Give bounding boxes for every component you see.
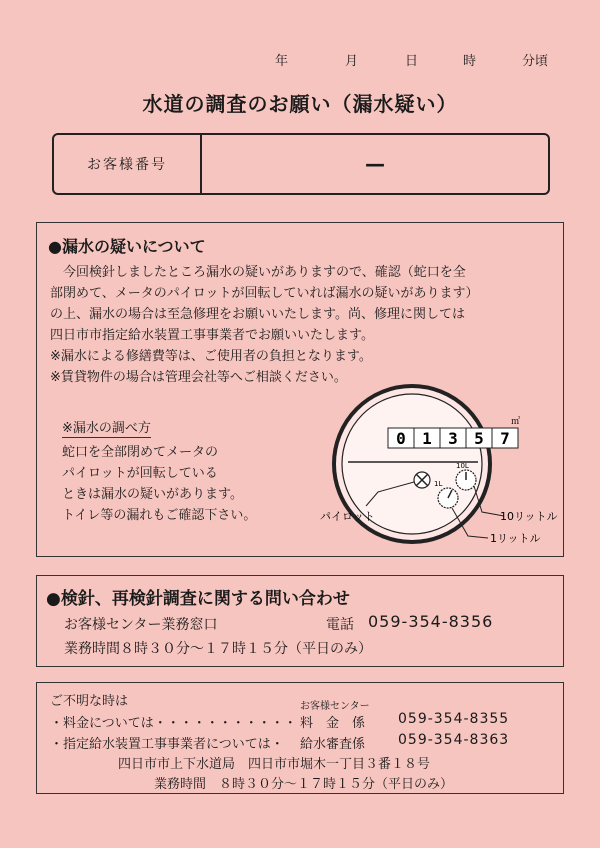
inquiry-hours: 業務時間８時３０分～１７時１５分（平日のみ） bbox=[64, 641, 372, 657]
dial-big-label: 10L bbox=[456, 462, 469, 470]
meter-digit: 7 bbox=[500, 429, 510, 448]
howto-line: パイロットが回転している bbox=[62, 466, 218, 481]
leak-line: の上、漏水の場合は至急修理をお願いいたします。尚、修理に関しては bbox=[50, 307, 465, 322]
leak-line: ※賃貸物件の場合は管理会社等へご相談ください。 bbox=[50, 370, 347, 385]
contact-row-phone: 059-354-8363 bbox=[398, 732, 510, 748]
leak-line: 部閉めて、メータのパイロットが回転していれば漏水の疑いがあります） bbox=[50, 286, 479, 301]
howto-paragraph bbox=[62, 442, 256, 526]
one-liter-dial-icon bbox=[438, 488, 458, 508]
leak-paragraph bbox=[50, 262, 478, 388]
leak-line: ※漏水による修繕費等は、ご使用者の負担となります。 bbox=[50, 349, 372, 364]
inquiry-phone-label: 電話 bbox=[326, 617, 354, 633]
leak-line: 今回検針しましたところ漏水の疑いがありますので、確認（蛇口を全 bbox=[50, 265, 466, 280]
page-title: 水道の調査のお願い（漏水疑い） bbox=[142, 92, 458, 116]
ten-liter-dial-icon bbox=[456, 470, 476, 490]
howto-line: トイレ等の漏れもご確認下さい。 bbox=[62, 508, 257, 523]
contact-row-dept: 給水審査係 bbox=[300, 737, 366, 752]
date-day: 日 bbox=[405, 54, 419, 69]
pilot-icon bbox=[414, 472, 430, 488]
water-meter-diagram bbox=[318, 380, 564, 550]
howto-line: 蛇口を全部閉めてメータの bbox=[62, 445, 219, 460]
meter-digit: 3 bbox=[448, 429, 458, 448]
customer-number-value: — bbox=[365, 152, 385, 176]
howto-title: ※漏水の調べ方 bbox=[62, 417, 151, 438]
contact-center-label: お客様センター bbox=[300, 701, 370, 712]
date-year: 年 bbox=[275, 54, 289, 69]
contact-intro: ご不明な時は bbox=[50, 694, 129, 709]
pilot-label: パイロット bbox=[320, 510, 375, 523]
contact-row-dept: 料 金 係 bbox=[300, 716, 366, 731]
leak-heading: ●漏水の疑いについて bbox=[48, 237, 206, 256]
howto-line: ときは漏水の疑いがあります。 bbox=[62, 487, 243, 502]
meter-digit: 1 bbox=[422, 429, 432, 448]
contact-row-item: ・指定給水装置工事事業者については・ bbox=[50, 737, 284, 752]
contact-row-item: ・料金については・・・・・・・・・・・ bbox=[50, 716, 297, 731]
customer-number-box bbox=[52, 133, 550, 195]
meter-unit: ㎥ bbox=[511, 417, 521, 427]
customer-number-label: お客様番号 bbox=[54, 135, 202, 193]
meter-digit: 5 bbox=[474, 429, 484, 448]
meter-digit: 0 bbox=[396, 429, 406, 448]
one-liter-label: 1リットル bbox=[490, 532, 541, 545]
inquiry-heading: ●検針、再検針調査に関する問い合わせ bbox=[46, 589, 350, 609]
contact-row-phone: 059-354-8355 bbox=[398, 711, 510, 727]
inquiry-phone: 059-354-8356 bbox=[368, 612, 494, 631]
dial-small-label: 1L bbox=[434, 480, 443, 488]
date-hour: 時 bbox=[463, 54, 477, 69]
contact-hours: 業務時間 ８時３０分～１７時１５分（平日のみ） bbox=[154, 777, 454, 792]
leak-line: 四日市市指定給水装置工事事業者でお願いいたします。 bbox=[50, 328, 374, 343]
inquiry-office: お客様センター業務窓口 bbox=[64, 617, 218, 633]
contact-bureau: 四日市市上下水道局 四日市市堀木一丁目３番１８号 bbox=[118, 757, 431, 772]
date-minute: 分頃 bbox=[522, 54, 549, 69]
date-month: 月 bbox=[345, 54, 359, 69]
ten-liter-label: 10リットル bbox=[500, 510, 558, 523]
